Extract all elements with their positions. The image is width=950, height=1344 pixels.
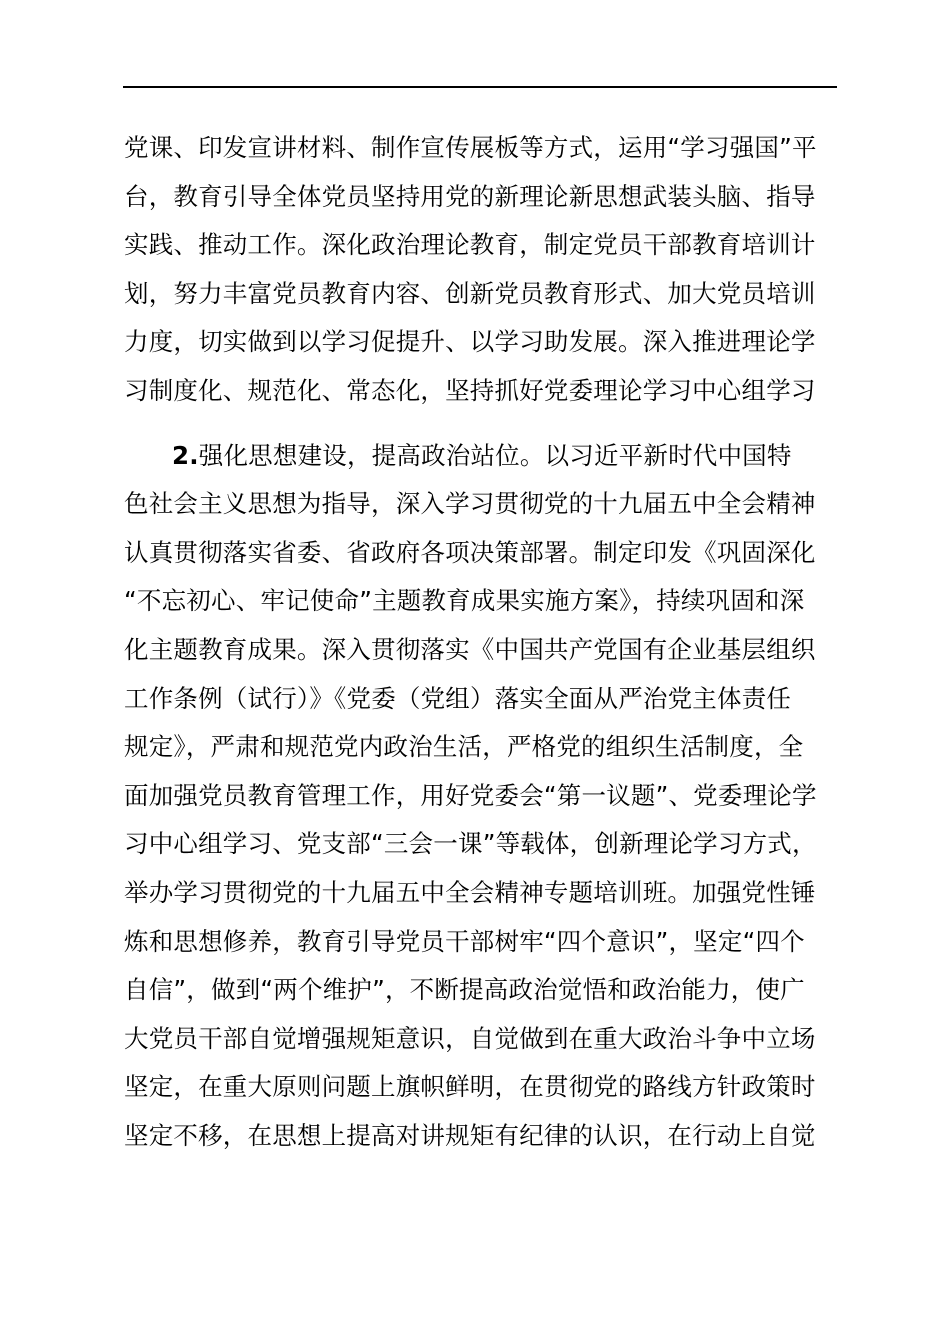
section-heading-text: 强化思想建设，提高政治站位。以习近平新时代中国特 xyxy=(198,440,792,470)
text-line: 炼和思想修养，教育引导党员干部树牢“四个意识”，坚定“四个 xyxy=(124,926,805,956)
text-line: “不忘初心、牢记使命”主题教育成果实施方案》，持续巩固和深 xyxy=(124,586,805,616)
paragraph-1 xyxy=(124,124,844,416)
text-line: 自信”，做到“两个维护”，不断提高政治觉悟和政治能力，使广 xyxy=(124,975,805,1005)
header-rule xyxy=(123,86,837,88)
text-line: 力度，切实做到以学习促提升、以学习助发展。深入推进理论学 xyxy=(124,327,816,357)
text-line: 化主题教育成果。深入贯彻落实《中国共产党国有企业基层组织 xyxy=(124,634,816,664)
section-number: 2. xyxy=(172,440,199,470)
text-line: 工作条例（试行）》《党委（党组）落实全面从严治党主体责任 xyxy=(124,683,792,713)
document-body xyxy=(124,124,844,1160)
text-line: 坚定，在重大原则问题上旗帜鲜明，在贯彻党的路线方针政策时 xyxy=(124,1072,816,1102)
text-line: 习制度化、规范化、常态化，坚持抓好党委理论学习中心组学习 xyxy=(124,375,816,405)
paragraph-2-first-line xyxy=(124,432,844,481)
text-line: 实践、推动工作。深化政治理论教育，制定党员干部教育培训计 xyxy=(124,230,816,260)
paragraph-2 xyxy=(124,432,844,1161)
text-line: 大党员干部自觉增强规矩意识，自觉做到在重大政治斗争中立场 xyxy=(124,1023,816,1053)
text-line: 划，努力丰富党员教育内容、创新党员教育形式、加大党员培训 xyxy=(124,278,816,308)
text-line: 色社会主义思想为指导，深入学习贯彻党的十九届五中全会精神 xyxy=(124,489,816,519)
text-line: 习中心组学习、党支部“三会一课”等载体，创新理论学习方式， xyxy=(124,829,817,859)
text-line: 坚定不移，在思想上提高对讲规矩有纪律的认识，在行动上自觉 xyxy=(124,1120,816,1150)
text-line: 面加强党员教育管理工作，用好党委会“第一议题”、党委理论学 xyxy=(124,780,817,810)
text-line: 规定》，严肃和规范党内政治生活，严格党的组织生活制度，全 xyxy=(124,732,804,762)
text-line: 举办学习贯彻党的十九届五中全会精神专题培训班。加强党性锤 xyxy=(124,877,816,907)
text-line: 台，教育引导全体党员坚持用党的新理论新思想武装头脑、指导 xyxy=(124,181,816,211)
text-line: 认真贯彻落实省委、省政府各项决策部署。制定印发《巩固深化 xyxy=(124,537,816,567)
paragraph-gap xyxy=(124,416,844,432)
text-line: 党课、印发宣讲材料、制作宣传展板等方式，运用“学习强国”平 xyxy=(124,133,817,162)
